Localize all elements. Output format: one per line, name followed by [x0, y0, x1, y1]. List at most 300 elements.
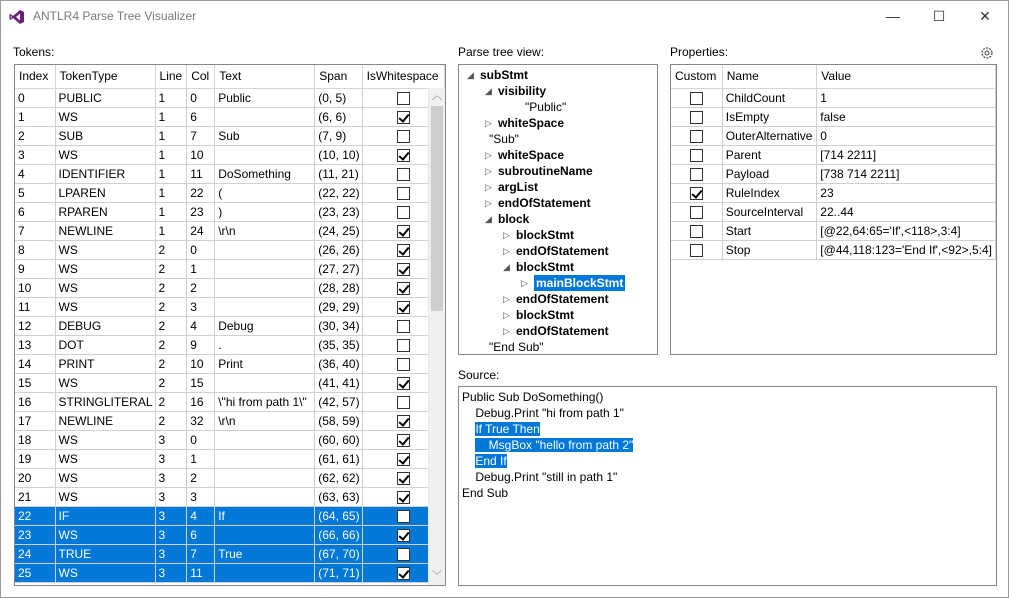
tree-node-rule[interactable]: visibility	[498, 84, 547, 98]
column-header-custom[interactable]: Custom	[671, 65, 722, 88]
col-cell: 9	[187, 335, 215, 354]
custom-checkbox[interactable]	[690, 187, 703, 200]
index-cell: 13	[15, 335, 55, 354]
table-row[interactable]	[15, 316, 444, 335]
text-cell	[215, 259, 315, 278]
is-whitespace-checkbox[interactable]	[397, 415, 410, 428]
column-header-tokentype[interactable]: TokenType	[55, 65, 155, 88]
is-whitespace-checkbox[interactable]	[397, 244, 410, 257]
span-cell: (62, 62)	[315, 468, 362, 487]
source-line	[462, 421, 540, 437]
property-name-cell: RuleIndex	[722, 183, 817, 202]
index-cell: 23	[15, 525, 55, 544]
index-cell: 5	[15, 183, 55, 202]
is-whitespace-checkbox[interactable]	[397, 377, 410, 390]
span-cell: (35, 35)	[315, 335, 362, 354]
property-value-cell: [738 714 2211]	[817, 164, 996, 183]
tree-node-rule[interactable]: blockStmt	[516, 260, 575, 274]
line-cell: 1	[155, 221, 187, 240]
span-cell: (66, 66)	[315, 525, 362, 544]
col-cell: 1	[187, 259, 215, 278]
properties-label: Properties:	[670, 45, 729, 59]
column-header-iswhitespace[interactable]: IsWhitespace	[362, 65, 444, 88]
line-cell: 2	[155, 259, 187, 278]
is-whitespace-checkbox[interactable]	[397, 396, 410, 409]
col-cell: 7	[187, 126, 215, 145]
line-cell: 3	[155, 506, 187, 525]
table-row[interactable]	[15, 221, 444, 240]
source-view[interactable]	[458, 386, 997, 586]
is-whitespace-checkbox[interactable]	[397, 111, 410, 124]
property-name-cell: ChildCount	[722, 88, 817, 107]
title-bar[interactable]	[1, 1, 1008, 32]
custom-cell	[671, 202, 722, 221]
tree-node-rule[interactable]: mainBlockStmt	[536, 276, 624, 290]
collapsed-triangle-icon[interactable]: ▷	[503, 326, 510, 336]
span-cell: (23, 23)	[315, 202, 362, 221]
custom-checkbox[interactable]	[690, 149, 703, 162]
col-cell: 1	[187, 449, 215, 468]
scroll-up-icon[interactable]: ︿	[432, 91, 442, 102]
maximize-button[interactable]: ☐	[932, 8, 946, 24]
source-line	[462, 469, 617, 485]
span-cell: (11, 21)	[315, 164, 362, 183]
text-cell	[215, 430, 315, 449]
property-name-cell: SourceInterval	[722, 202, 817, 221]
line-cell: 2	[155, 297, 187, 316]
line-cell: 3	[155, 430, 187, 449]
token-type-cell: WS	[55, 430, 155, 449]
span-cell: (58, 59)	[315, 411, 362, 430]
table-row[interactable]	[15, 145, 444, 164]
custom-checkbox[interactable]	[690, 225, 703, 238]
property-name-cell: IsEmpty	[722, 107, 817, 126]
col-cell: 23	[187, 202, 215, 221]
table-row[interactable]	[15, 392, 444, 411]
span-cell: (42, 57)	[315, 392, 362, 411]
table-row[interactable]	[15, 164, 444, 183]
tree-node-token[interactable]: "Public"	[525, 100, 567, 114]
index-cell: 24	[15, 544, 55, 563]
source-text: Debug.Print "hi from path 1"	[462, 406, 624, 420]
text-cell: If	[215, 506, 315, 525]
tree-node-rule[interactable]: whiteSpace	[498, 116, 565, 130]
source-line	[462, 437, 633, 453]
source-highlight: If True Then	[475, 422, 540, 436]
span-cell: (10, 10)	[315, 145, 362, 164]
source-highlight: End If	[475, 454, 507, 468]
token-type-cell: WS	[55, 373, 155, 392]
table-row[interactable]	[15, 202, 444, 221]
table-row[interactable]	[15, 544, 444, 563]
custom-checkbox[interactable]	[690, 111, 703, 124]
table-row[interactable]	[15, 411, 444, 430]
property-row[interactable]	[671, 145, 996, 164]
line-cell: 2	[155, 240, 187, 259]
expanded-triangle-icon[interactable]: ◢	[467, 70, 474, 80]
line-cell: 2	[155, 278, 187, 297]
text-cell: \r\n	[215, 411, 315, 430]
token-type-cell: WS	[55, 468, 155, 487]
is-whitespace-checkbox[interactable]	[397, 567, 410, 580]
table-row[interactable]	[15, 107, 444, 126]
column-header-col[interactable]: Col	[187, 65, 215, 88]
is-whitespace-checkbox[interactable]	[397, 358, 410, 371]
token-type-cell: WS	[55, 487, 155, 506]
span-cell: (24, 25)	[315, 221, 362, 240]
text-cell	[215, 107, 315, 126]
collapsed-triangle-icon[interactable]: ▷	[485, 182, 492, 192]
col-cell: 22	[187, 183, 215, 202]
table-row[interactable]	[15, 449, 444, 468]
text-cell	[215, 449, 315, 468]
index-cell: 19	[15, 449, 55, 468]
table-row[interactable]	[15, 259, 444, 278]
parse-tree-label: Parse tree view:	[458, 45, 545, 59]
index-cell: 7	[15, 221, 55, 240]
token-type-cell: NEWLINE	[55, 411, 155, 430]
source-text	[462, 438, 475, 452]
custom-cell	[671, 126, 722, 145]
column-header-index[interactable]: Index	[15, 65, 55, 88]
property-value-cell: 0	[817, 126, 996, 145]
tokens-table	[15, 65, 445, 583]
property-name-cell: Parent	[722, 145, 817, 164]
text-cell: )	[215, 202, 315, 221]
index-cell: 8	[15, 240, 55, 259]
property-value-cell: false	[817, 107, 996, 126]
is-whitespace-checkbox[interactable]	[397, 92, 410, 105]
span-cell: (71, 71)	[315, 563, 362, 582]
is-whitespace-checkbox[interactable]	[397, 282, 410, 295]
index-cell: 17	[15, 411, 55, 430]
line-cell: 3	[155, 525, 187, 544]
tree-node-rule[interactable]: blockStmt	[516, 228, 575, 242]
source-label: Source:	[458, 368, 500, 382]
token-type-cell: STRINGLITERAL	[55, 392, 155, 411]
expanded-triangle-icon[interactable]: ◢	[485, 86, 492, 96]
gear-icon[interactable]	[980, 46, 994, 60]
is-whitespace-checkbox[interactable]	[397, 168, 410, 181]
span-cell: (61, 61)	[315, 449, 362, 468]
minimize-button[interactable]: —	[886, 8, 900, 24]
col-cell: 6	[187, 107, 215, 126]
property-row[interactable]	[671, 164, 996, 183]
table-row[interactable]	[15, 563, 444, 582]
index-cell: 3	[15, 145, 55, 164]
line-cell: 3	[155, 468, 187, 487]
tree-node-rule[interactable]: endOfStatement	[516, 324, 609, 338]
index-cell: 2	[15, 126, 55, 145]
property-value-cell: 1	[817, 88, 996, 107]
table-row[interactable]	[15, 430, 444, 449]
source-line	[462, 453, 507, 469]
col-cell: 0	[187, 88, 215, 107]
custom-cell	[671, 183, 722, 202]
source-line	[462, 389, 603, 405]
collapsed-triangle-icon[interactable]: ▷	[503, 230, 510, 240]
col-cell: 4	[187, 506, 215, 525]
property-row[interactable]	[671, 221, 996, 240]
property-value-cell: [@44,118:123='End If',<92>,5:4]	[817, 240, 996, 259]
is-whitespace-checkbox[interactable]	[397, 301, 410, 314]
property-row[interactable]	[671, 183, 996, 202]
source-line	[462, 485, 508, 501]
text-cell: Debug	[215, 316, 315, 335]
custom-cell	[671, 221, 722, 240]
is-whitespace-checkbox[interactable]	[397, 434, 410, 447]
collapsed-triangle-icon[interactable]: ▷	[485, 150, 492, 160]
scroll-down-icon[interactable]: ﹀	[432, 571, 442, 582]
span-cell: (6, 6)	[315, 107, 362, 126]
line-cell: 2	[155, 373, 187, 392]
property-name-cell: Payload	[722, 164, 817, 183]
column-header-span[interactable]: Span	[315, 65, 362, 88]
collapsed-triangle-icon[interactable]: ▷	[485, 118, 492, 128]
span-cell: (64, 65)	[315, 506, 362, 525]
is-whitespace-checkbox[interactable]	[397, 187, 410, 200]
source-highlight: MsgBox "hello from path 2"	[475, 438, 634, 452]
visual-studio-icon	[9, 9, 25, 25]
token-type-cell: WS	[55, 107, 155, 126]
tree-node-rule[interactable]: blockStmt	[516, 308, 575, 322]
custom-cell	[671, 164, 722, 183]
col-cell: 16	[187, 392, 215, 411]
line-cell: 2	[155, 316, 187, 335]
table-row[interactable]	[15, 335, 444, 354]
custom-checkbox[interactable]	[690, 130, 703, 143]
text-cell	[215, 145, 315, 164]
property-row[interactable]	[671, 107, 996, 126]
properties-grid[interactable]	[670, 64, 997, 355]
text-cell: (	[215, 183, 315, 202]
index-cell: 16	[15, 392, 55, 411]
token-type-cell: WS	[55, 145, 155, 164]
collapsed-triangle-icon[interactable]: ▷	[503, 310, 510, 320]
line-cell: 2	[155, 411, 187, 430]
tree-node-rule[interactable]: subroutineName	[498, 164, 593, 178]
custom-checkbox[interactable]	[690, 206, 703, 219]
table-row[interactable]	[15, 373, 444, 392]
source-text	[462, 454, 475, 468]
text-cell	[215, 297, 315, 316]
table-row[interactable]	[15, 487, 444, 506]
expanded-triangle-icon[interactable]: ◢	[485, 214, 492, 224]
tokens-scrollbar[interactable]	[428, 88, 445, 585]
line-cell: 2	[155, 354, 187, 373]
property-value-cell: [@22,64:65='If',<118>,3:4]	[817, 221, 996, 240]
is-whitespace-checkbox[interactable]	[397, 548, 410, 561]
collapsed-triangle-icon[interactable]: ▷	[485, 198, 492, 208]
span-cell: (26, 26)	[315, 240, 362, 259]
is-whitespace-checkbox[interactable]	[397, 149, 410, 162]
line-cell: 2	[155, 335, 187, 354]
index-cell: 14	[15, 354, 55, 373]
table-row[interactable]	[15, 88, 444, 107]
is-whitespace-checkbox[interactable]	[397, 263, 410, 276]
tree-node-rule[interactable]: subStmt	[480, 68, 528, 82]
tree-node-token[interactable]: "Sub"	[489, 132, 519, 146]
text-cell	[215, 525, 315, 544]
token-type-cell: IF	[55, 506, 155, 525]
is-whitespace-checkbox[interactable]	[397, 453, 410, 466]
custom-cell	[671, 88, 722, 107]
source-text: End Sub	[462, 486, 509, 500]
index-cell: 25	[15, 563, 55, 582]
line-cell: 3	[155, 544, 187, 563]
tokens-grid[interactable]	[14, 64, 446, 586]
tree-node-rule[interactable]: whiteSpace	[498, 148, 565, 162]
index-cell: 10	[15, 278, 55, 297]
properties-table	[671, 65, 996, 260]
is-whitespace-checkbox[interactable]	[397, 529, 410, 542]
property-row[interactable]	[671, 126, 996, 145]
index-cell: 18	[15, 430, 55, 449]
source-line	[462, 405, 624, 421]
table-row[interactable]	[15, 506, 444, 525]
is-whitespace-checkbox[interactable]	[397, 339, 410, 352]
col-cell: 10	[187, 145, 215, 164]
property-value-cell: 22..44	[817, 202, 996, 221]
source-text	[462, 422, 475, 436]
line-cell: 1	[155, 88, 187, 107]
line-cell: 1	[155, 164, 187, 183]
span-cell: (41, 41)	[315, 373, 362, 392]
col-cell: 3	[187, 487, 215, 506]
span-cell: (67, 70)	[315, 544, 362, 563]
custom-checkbox[interactable]	[690, 244, 703, 257]
tree-node-token[interactable]: "End Sub"	[489, 340, 544, 354]
column-header-line[interactable]: Line	[155, 65, 187, 88]
tokens-header-row	[15, 65, 444, 88]
line-cell: 1	[155, 145, 187, 164]
property-row[interactable]	[671, 88, 996, 107]
close-button[interactable]: ✕	[979, 8, 991, 24]
tree-node-rule[interactable]: endOfStatement	[516, 244, 609, 258]
span-cell: (30, 34)	[315, 316, 362, 335]
text-cell	[215, 240, 315, 259]
line-cell: 2	[155, 392, 187, 411]
column-header-name[interactable]: Name	[722, 65, 817, 88]
line-cell: 1	[155, 126, 187, 145]
text-cell: Public	[215, 88, 315, 107]
collapsed-triangle-icon[interactable]: ▷	[485, 166, 492, 176]
custom-cell	[671, 107, 722, 126]
scrollbar-thumb[interactable]	[431, 106, 443, 311]
col-cell: 24	[187, 221, 215, 240]
text-cell: .	[215, 335, 315, 354]
col-cell: 2	[187, 468, 215, 487]
collapsed-triangle-icon[interactable]: ▷	[503, 294, 510, 304]
text-cell	[215, 373, 315, 392]
token-type-cell: WS	[55, 278, 155, 297]
token-type-cell: WS	[55, 240, 155, 259]
property-row[interactable]	[671, 202, 996, 221]
column-header-value[interactable]: Value	[817, 65, 996, 88]
is-whitespace-checkbox[interactable]	[397, 225, 410, 238]
source-text: Debug.Print "still in path 1"	[462, 470, 618, 484]
index-cell: 22	[15, 506, 55, 525]
source-text: Public Sub DoSomething()	[462, 390, 604, 404]
token-type-cell: WS	[55, 297, 155, 316]
table-row[interactable]	[15, 240, 444, 259]
table-row[interactable]	[15, 525, 444, 544]
token-type-cell: PUBLIC	[55, 88, 155, 107]
col-cell: 10	[187, 354, 215, 373]
line-cell: 3	[155, 487, 187, 506]
is-whitespace-checkbox[interactable]	[397, 320, 410, 333]
index-cell: 11	[15, 297, 55, 316]
token-type-cell: SUB	[55, 126, 155, 145]
span-cell: (27, 27)	[315, 259, 362, 278]
col-cell: 2	[187, 278, 215, 297]
token-type-cell: LPAREN	[55, 183, 155, 202]
token-type-cell: WS	[55, 525, 155, 544]
is-whitespace-checkbox[interactable]	[397, 491, 410, 504]
col-cell: 11	[187, 164, 215, 183]
property-value-cell: [714 2211]	[817, 145, 996, 164]
is-whitespace-checkbox[interactable]	[397, 510, 410, 523]
index-cell: 1	[15, 107, 55, 126]
property-value-cell: 23	[817, 183, 996, 202]
is-whitespace-checkbox[interactable]	[397, 472, 410, 485]
token-type-cell: DEBUG	[55, 316, 155, 335]
text-cell: DoSomething	[215, 164, 315, 183]
property-name-cell: Stop	[722, 240, 817, 259]
tree-node-rule[interactable]: endOfStatement	[498, 196, 591, 210]
properties-header-row	[671, 65, 996, 88]
table-row[interactable]	[15, 183, 444, 202]
line-cell: 1	[155, 183, 187, 202]
property-row[interactable]	[671, 240, 996, 259]
col-cell: 0	[187, 430, 215, 449]
span-cell: (60, 60)	[315, 430, 362, 449]
line-cell: 1	[155, 107, 187, 126]
is-whitespace-checkbox[interactable]	[397, 130, 410, 143]
collapsed-triangle-icon[interactable]: ▷	[521, 278, 528, 288]
token-type-cell: TRUE	[55, 544, 155, 563]
line-cell: 1	[155, 202, 187, 221]
tree-node-rule[interactable]: endOfStatement	[516, 292, 609, 306]
token-type-cell: WS	[55, 449, 155, 468]
is-whitespace-checkbox[interactable]	[397, 206, 410, 219]
table-row[interactable]	[15, 278, 444, 297]
parse-tree-view[interactable]	[458, 64, 658, 355]
col-cell: 0	[187, 240, 215, 259]
tree-node-rule[interactable]: block	[498, 212, 530, 226]
text-cell	[215, 487, 315, 506]
table-row[interactable]	[15, 354, 444, 373]
table-row[interactable]	[15, 468, 444, 487]
custom-cell	[671, 240, 722, 259]
expanded-triangle-icon[interactable]: ◢	[503, 262, 510, 272]
span-cell: (29, 29)	[315, 297, 362, 316]
text-cell: \"hi from path 1\"	[215, 392, 315, 411]
column-header-text[interactable]: Text	[215, 65, 315, 88]
text-cell: True	[215, 544, 315, 563]
tree-node-rule[interactable]: argList	[498, 180, 539, 194]
table-row[interactable]	[15, 126, 444, 145]
text-cell	[215, 563, 315, 582]
index-cell: 9	[15, 259, 55, 278]
collapsed-triangle-icon[interactable]: ▷	[503, 246, 510, 256]
col-cell: 4	[187, 316, 215, 335]
tokens-label: Tokens:	[13, 45, 55, 59]
table-row[interactable]	[15, 297, 444, 316]
custom-checkbox[interactable]	[690, 168, 703, 181]
col-cell: 32	[187, 411, 215, 430]
custom-checkbox[interactable]	[690, 92, 703, 105]
